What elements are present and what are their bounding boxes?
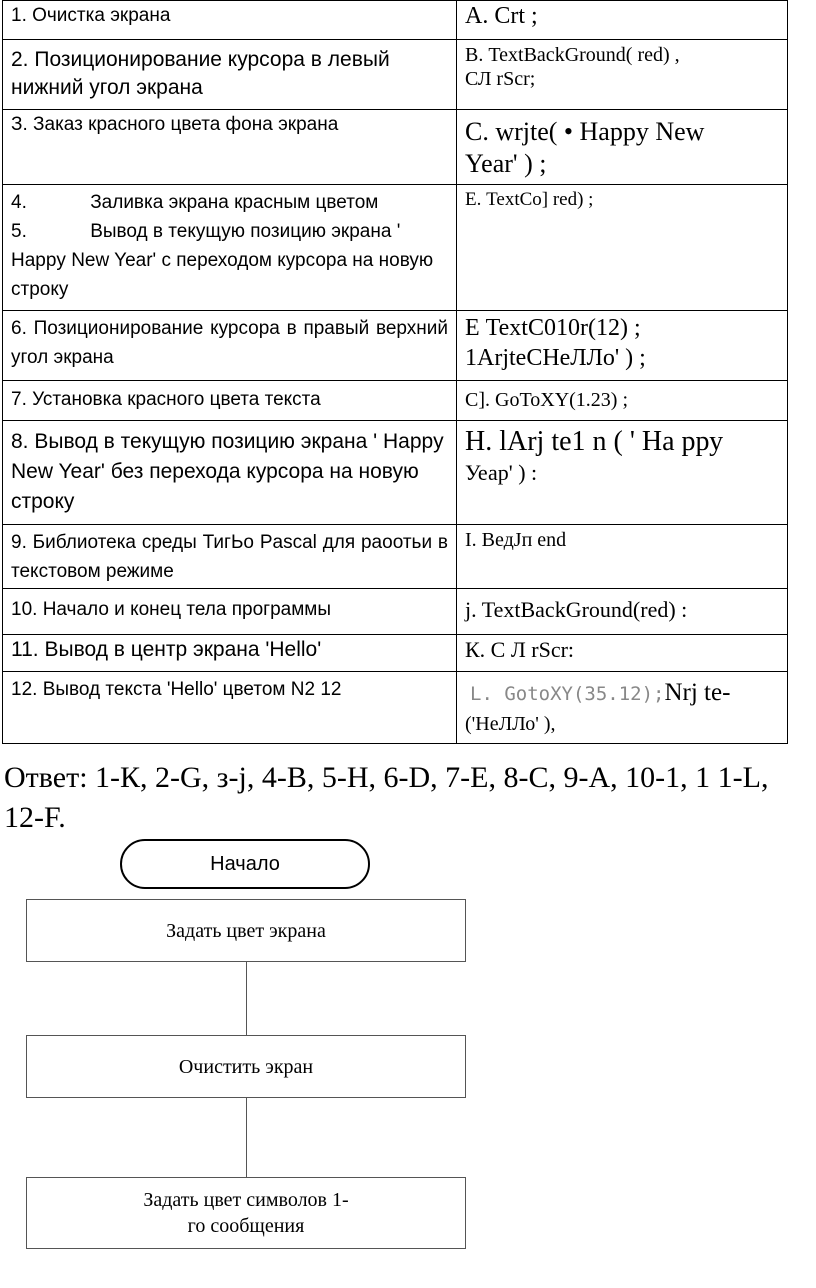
table-row [3, 1, 788, 40]
code-text: 1ArjteCHeЛЛo' ) ; [465, 345, 646, 371]
task-text: 8. Вывод в текущую позицию экрана ' Happy New Year' без перехода курсора на новую строку [11, 430, 444, 513]
code-text: Уеар' ) : [465, 460, 538, 485]
flowchart-step [26, 1177, 466, 1249]
code-mono-text: L. GotoXY(35.12); [470, 683, 665, 705]
task-cell [3, 525, 457, 589]
answer-cell [457, 311, 788, 381]
task-cell [3, 589, 457, 635]
answer-cell [457, 1, 788, 40]
table-row [3, 311, 788, 381]
task-cell [3, 421, 457, 525]
code-text: С]. GoToXY(1.23) ; [465, 389, 629, 411]
task-text: 10. Начало и конец тела программы [11, 599, 332, 620]
task-text: 4. Заливка экрана красным цветом [11, 192, 379, 213]
code-text: Nrj te- [664, 679, 731, 706]
table-row [3, 185, 788, 311]
task-cell [3, 110, 457, 185]
code-text: I. ВедЈп end [465, 529, 567, 551]
task-cell [3, 40, 457, 110]
answer-cell [457, 185, 788, 311]
code-text: Year' ) ; [465, 149, 547, 178]
answer-cell [457, 635, 788, 672]
table-row [3, 381, 788, 421]
code-text: ('НеЛЛо' ), [465, 713, 556, 735]
task-text: 5. Вывод в текущую позицию экрана ' Happy New Year' с переходом курсора на новую строку [11, 221, 439, 300]
answer-cell [457, 421, 788, 525]
table-row [3, 110, 788, 185]
task-text: 1. Очистка экрана [11, 5, 171, 26]
code-text: СЛ rScr; [465, 68, 536, 90]
flowchart-connector [246, 962, 247, 1035]
table-row [3, 40, 788, 110]
table-row [3, 635, 788, 672]
task-text: З. Заказ красного цвета фона экрана [11, 114, 339, 135]
answer-cell [457, 525, 788, 589]
code-text: В. TextBackGround( red) , [465, 44, 680, 66]
code-text: С. wrjte( • Happy New [465, 117, 705, 146]
task-cell [3, 1, 457, 40]
answer-cell [457, 40, 788, 110]
code-text: j. TextBackGround(red) : [465, 597, 688, 622]
task-text: 6. Позиционирование курсора в правый верхний угол экрана [11, 318, 448, 368]
code-text: Н. lArj te1 n ( ' На рру [465, 426, 724, 457]
answer-cell [457, 381, 788, 421]
flowchart-step-label: Очистить экран [178, 1055, 314, 1078]
flowchart-step [26, 899, 466, 962]
flowchart-step-label: Задать цвет экрана [166, 919, 326, 942]
code-text: А. Crt ; [465, 3, 538, 29]
flowchart-step-label: Задать цвет символов 1- [143, 1189, 349, 1211]
flowchart-start-label: Начало [210, 852, 280, 875]
task-text: 9. Библиотека среды ТигЬо Pascal для раоотьи в текстовом режиме [11, 532, 448, 582]
task-cell [3, 381, 457, 421]
table-row [3, 525, 788, 589]
task-text: 7. Установка красного цвета текста [11, 389, 321, 410]
task-cell [3, 185, 457, 311]
answer-cell [457, 589, 788, 635]
table-row [3, 421, 788, 525]
code-text [465, 678, 779, 709]
code-text: Е TextC010r(12) ; [465, 315, 641, 341]
task-cell [3, 635, 457, 672]
table-row [3, 672, 788, 744]
answer-cell [457, 672, 788, 744]
flowchart-start [120, 839, 370, 889]
task-text: 11. Вывод в центр экрана 'Hello' [11, 638, 322, 661]
task-cell [3, 311, 457, 381]
answer-cell [457, 110, 788, 185]
answer-text: Ответ: 1-К, 2-G, з-j, 4-В, 5-Н, 6-D, 7-Е, 8-С, 9-А, 10-1, 1 1-L, 12-F. [4, 761, 769, 834]
code-text: К. С Л rScr: [465, 637, 575, 662]
code-text: Е. TextCo] red) ; [465, 189, 594, 210]
flowchart-step [26, 1035, 466, 1098]
flowchart-step-label: го сообщения [187, 1215, 305, 1237]
task-cell [3, 672, 457, 744]
task-text: 2. Позиционирование курсора в левый нижний угол экрана [11, 48, 390, 99]
table-row [3, 589, 788, 635]
matching-table [2, 0, 788, 744]
task-text: 12. Вывод текста 'Hello' цветом N2 12 [11, 679, 342, 700]
flowchart-connector [246, 1098, 247, 1177]
